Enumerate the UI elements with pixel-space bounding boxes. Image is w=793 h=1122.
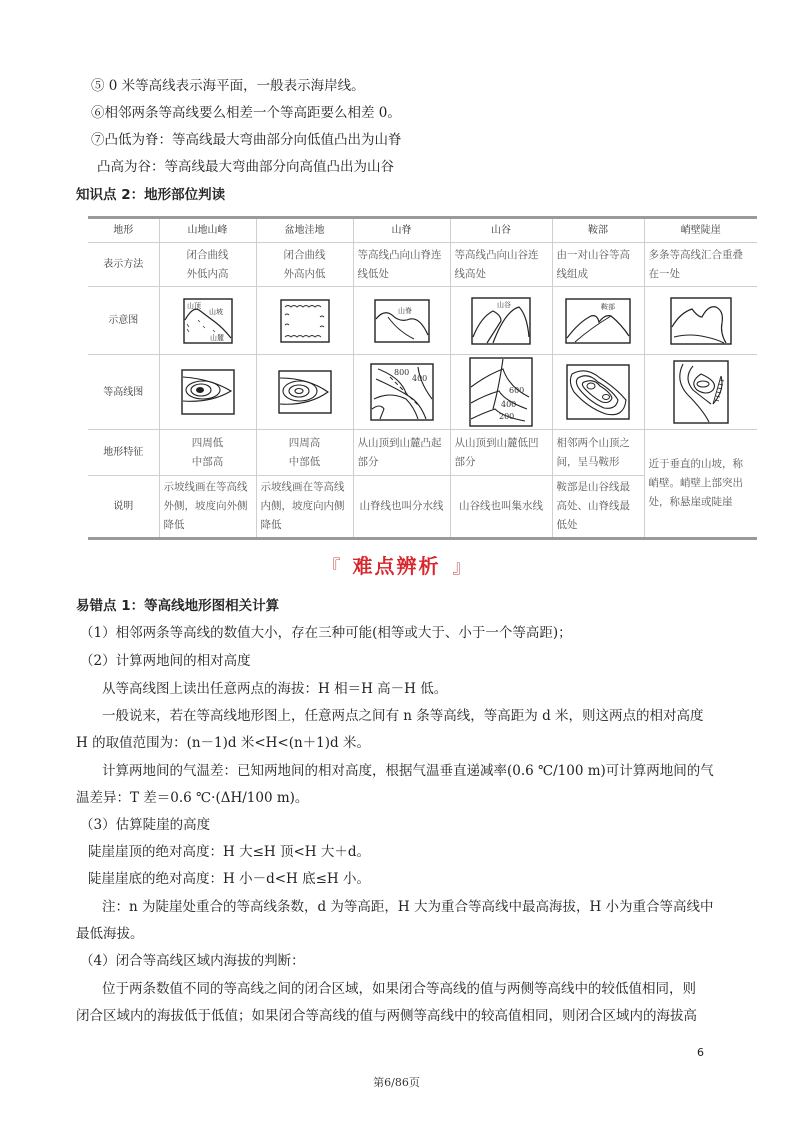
cell-feature-valley: 从山顶到山麓低凹部分 (450, 430, 552, 476)
page-footer: 第6/86页 (373, 1076, 420, 1089)
valley-contour-map (469, 357, 533, 427)
body-line-11: 注：n 为陡崖处重合的等高线条数，d 为等高距，H 大为重合等高线中最高海拔，H 小为重合等高线中 (102, 899, 714, 915)
banner-title: 难点辨析 (352, 554, 441, 578)
svg-text:鞍部: 鞍部 (601, 302, 615, 311)
ridge-sketch (374, 299, 430, 343)
body-line-7: 温差异：T 差＝0.6 ℃·(ΔH/100 m)。 (76, 790, 309, 806)
row-header-diagram: 示意图 (88, 287, 159, 355)
body-line-2: （2）计算两地间的相对高度 (80, 653, 251, 669)
svg-text:山麓: 山麓 (209, 333, 224, 342)
terrain-table (88, 216, 757, 540)
ridge-contour-map (370, 363, 434, 421)
body-line-3: 从等高线图上读出任意两点的海拔：H 相＝H 高－H 低。 (102, 681, 448, 697)
body-line-6: 计算两地间的气温差：已知两地间的相对高度，根据气温垂直递减率(0.6 ℃/100 m)可计算两地间的气 (102, 763, 714, 779)
row-header-feature: 地形特征 (88, 430, 159, 476)
table-row-method (88, 243, 757, 287)
body-line-9: 陡崖崖顶的绝对高度：H 大≤H 顶<H 大＋d。 (88, 844, 370, 860)
table-header-row (88, 218, 757, 243)
cell-method-peak: 闭合曲线 外低内高 (159, 243, 256, 287)
valley-sketch (471, 297, 531, 345)
banner-right-bracket: 』 (452, 557, 471, 578)
cell-method-cliff: 多条等高线汇合重叠在一处 (644, 243, 757, 287)
cell-note-saddle: 鞍部是山谷线最高处、山脊线最低处 (552, 476, 644, 539)
cell-note-peak: 示坡线画在等高线外侧，坡度向外侧降低 (159, 476, 256, 539)
saddle-contour-map (566, 364, 630, 420)
row-header-note: 说明 (88, 476, 159, 539)
cell-note-ridge: 山脊线也叫分水线 (353, 476, 450, 539)
body-line-8: （3）估算陡崖的高度 (80, 817, 211, 833)
banner-left-bracket: 『 (322, 557, 341, 578)
peak-contour-map (181, 369, 235, 415)
body-line-15: 闭合区域内的海拔低于低值；如果闭合等高线的值与两侧等高线中的较高值相同，则闭合区域内的海拔高 (76, 1008, 697, 1024)
cell-method-ridge: 等高线凸向山脊连线低处 (353, 243, 450, 287)
col-header-basin: 盆地洼地 (256, 218, 353, 243)
svg-text:200: 200 (499, 412, 515, 421)
body-line-12: 最低海拔。 (76, 926, 144, 942)
intro-line-7a: ⑦凸低为脊：等高线最大弯曲部分向低值凸出为山脊 (91, 132, 402, 148)
section-title-knowledge-2: 知识点 2：地形部位判读 (76, 187, 226, 203)
svg-text:800: 800 (393, 368, 409, 377)
intro-line-5: ⑤ 0 米等高线表示海平面，一般表示海岸线。 (91, 78, 365, 94)
basin-sketch (280, 299, 330, 343)
section-title-error-1: 易错点 1：等高线地形图相关计算 (76, 598, 280, 614)
cliff-sketch (670, 297, 732, 345)
saddle-sketch (565, 298, 631, 344)
cell-feature-ridge: 从山顶到山麓凸起部分 (353, 430, 450, 476)
body-line-4: 一般说来，若在等高线地形图上，任意两点之间有 n 条等高线，等高距为 d 米，则这两点的相对高度 (102, 708, 704, 724)
cell-method-saddle: 由一对山谷等高线组成 (552, 243, 644, 287)
col-header-saddle: 鞍部 (552, 218, 644, 243)
body-line-10: 陡崖崖底的绝对高度：H 小－d<H 底≤H 小。 (88, 871, 370, 887)
col-header-valley: 山谷 (450, 218, 552, 243)
col-header-cliff: 峭壁陡崖 (644, 218, 757, 243)
svg-text:山坡: 山坡 (208, 307, 223, 316)
row-header-method: 表示方法 (88, 243, 159, 287)
cell-feature-basin: 四周高 中部低 (256, 430, 353, 476)
cell-method-valley: 等高线凸向山谷连线高处 (450, 243, 552, 287)
cell-feature-saddle: 相邻两个山顶之间，呈马鞍形 (552, 430, 644, 476)
intro-line-6: ⑥相邻两条等高线要么相差一个等高距要么相差 0。 (91, 105, 401, 121)
cell-method-basin: 闭合曲线 外高内低 (256, 243, 353, 287)
svg-text:山顶: 山顶 (186, 301, 201, 310)
body-line-14: 位于两条数值不同的等高线之间的闭合区域，如果闭合等高线的值与两侧等高线中的较低值相同，则 (102, 981, 696, 997)
row-header-terrain: 地形 (88, 218, 159, 243)
svg-text:600: 600 (509, 386, 525, 395)
svg-text:山谷: 山谷 (497, 300, 511, 309)
cell-feature-note-cliff: 近于垂直的山坡，称峭壁。峭壁上部突出处，称悬崖或陡崖 (644, 430, 757, 539)
cell-note-valley: 山谷线也叫集水线 (450, 476, 552, 539)
svg-text:山脊: 山脊 (397, 306, 412, 315)
svg-text:400: 400 (411, 374, 427, 383)
cell-note-basin: 示坡线画在等高线内侧，坡度向内侧降低 (256, 476, 353, 539)
table-row-contour (88, 355, 757, 430)
body-line-1: （1）相邻两条等高线的数值大小，存在三种可能(相等或大于、小于一个等高距)； (80, 625, 572, 641)
cliff-contour-map (673, 360, 729, 424)
basin-contour-map (278, 370, 332, 414)
body-line-5: H 的取值范围为：(n－1)d 米<H<(n＋1)d 米。 (76, 735, 370, 751)
body-line-13: （4）闭合等高线区域内海拔的判断： (80, 953, 305, 969)
svg-text:400: 400 (501, 400, 517, 409)
col-header-peak: 山地山峰 (159, 218, 256, 243)
page-number: 6 (697, 1046, 704, 1059)
col-header-ridge: 山脊 (353, 218, 450, 243)
row-header-contour: 等高线图 (88, 355, 159, 430)
intro-line-7b: 凸高为谷：等高线最大弯曲部分向高值凸出为山谷 (97, 159, 394, 175)
difficulty-banner (0, 550, 793, 579)
cell-feature-peak: 四周低 中部高 (159, 430, 256, 476)
mountain-peak-sketch (183, 298, 233, 344)
table-row-diagram (88, 287, 757, 355)
table-row-feature (88, 430, 757, 476)
